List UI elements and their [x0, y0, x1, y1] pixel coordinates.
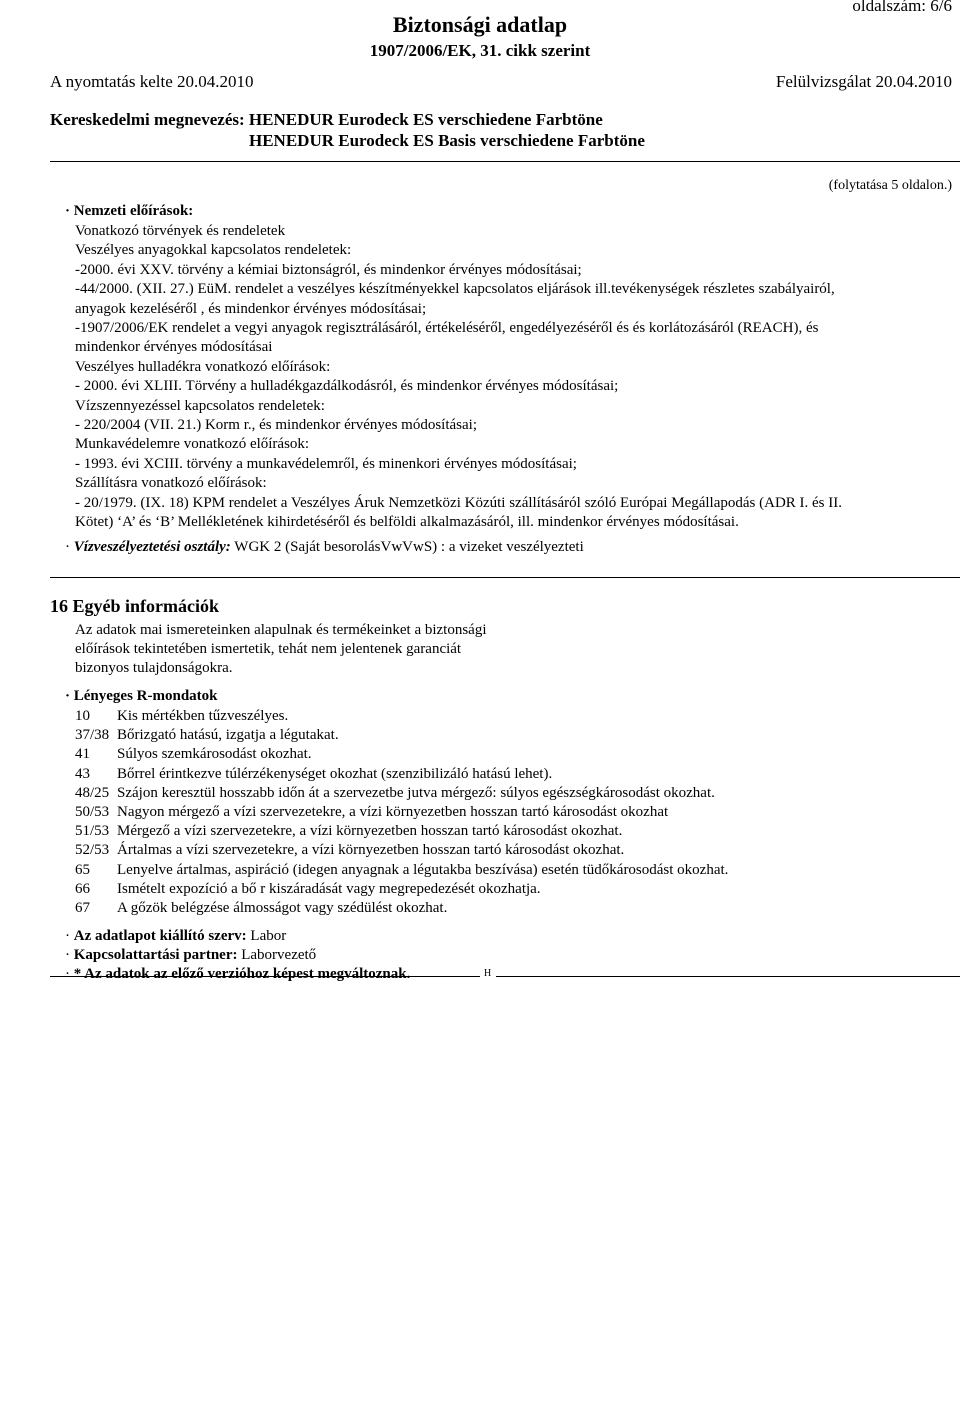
r-phrase-row — [75, 822, 622, 841]
section16-heading: 16 Egyéb információk — [50, 596, 219, 616]
national-regulation-line: - 2000. évi XLIII. Törvény a hulladékgazdálkodásról, és mindenkor érvényes módosításai; — [75, 378, 619, 395]
footer-line-right — [496, 976, 960, 977]
national-regulation-line: anyagok kezeléséről , és mindenkor érvényes módosításai; — [75, 300, 427, 317]
issuer-row: · Az adatlapot kiállító szerv: Labor — [65, 928, 287, 944]
water-hazard-row — [65, 539, 584, 556]
national-regulation-line: Munkavédelemre vonatkozó előírások: — [75, 436, 310, 453]
footer-mark: H — [484, 968, 492, 979]
changes-note: * Az adatok az előző verzióhoz képest megváltoznak. — [73, 966, 411, 982]
r-phrase-text: Bőrrel érintkezve túlérzékenységet okozhat (szenzibilizáló hatású lehet). — [117, 765, 553, 782]
national-regulation-line: -2000. évi XXV. törvény a kémiai biztonságról, és mindenkor érvényes módosításai; — [75, 261, 582, 278]
r-phrase-code: 50/53 — [75, 804, 110, 820]
trade-name-1: HENEDUR Eurodeck ES verschiedene Farbtöne — [248, 110, 603, 129]
r-phrases-heading: · Lényeges R-mondatok — [65, 688, 218, 704]
water-hazard-value: WGK 2 (Saját besorolásVwVwS) : a vizeket veszélyezteti — [234, 539, 584, 555]
r-phrase-text: Bőrizgató hatású, izgatja a légutakat. — [117, 727, 339, 744]
r-phrase-text: A gőzök belégzése álmosságot vagy szédülést okozhat. — [117, 900, 448, 916]
national-regulation-line: - 220/2004 (VII. 21.) Korm r., és mindenkor érvényes módosításai; — [75, 417, 478, 433]
r-phrase-row — [75, 803, 668, 822]
contact-row: · Kapcsolattartási partner: Laborvezető — [65, 947, 317, 963]
r-phrase-code: 43 — [75, 765, 90, 782]
national-regulation-line: Veszélyes hulladékra vonatkozó előírások: — [75, 358, 331, 375]
r-phrase-code: 67 — [75, 900, 90, 916]
r-phrase-text: Nagyon mérgező a vízi szervezetekre, a vízi környezetben hosszan tartó károsodást okozhat — [117, 804, 669, 820]
footer-line-left — [50, 976, 480, 977]
national-regulation-line: Vízszennyezéssel kapcsolatos rendeletek: — [75, 397, 325, 414]
national-regulations-heading: · Nemzeti előírások: — [65, 203, 194, 219]
r-phrase-text: Szájon keresztül hosszabb időn át a szervezetbe jutva mérgező: súlyos egészségkárosodást okozhat. — [117, 784, 715, 801]
national-regulation-line: Kötet) ‘A’ és ‘B’ Mellékletének kihirdetéséről és belföldi alkalmazásáról, ill. mindenkor érvényes módosításai. — [75, 514, 739, 530]
contact-label: Kapcsolattartási partner: — [73, 947, 238, 963]
r-phrase-code: 66 — [75, 880, 90, 897]
r-phrase-code: 52/53 — [75, 842, 110, 859]
section-divider — [50, 577, 960, 578]
r-phrase-row — [75, 707, 288, 726]
contact-value: Laborvezető — [241, 947, 317, 963]
r-phrase-text: Ártalmas a vízi szervezetekre, a vízi környezetben hosszan tartó károsodást okozhat. — [117, 842, 625, 859]
water-hazard-bullet: · — [65, 539, 74, 555]
national-regulation-line: -1907/2006/EK rendelet a vegyi anyagok regisztrálásáról, értékeléséről, engedélyezéséről és és korlátozásáról (REACH), és — [75, 320, 819, 336]
national-regulation-line: Veszélyes anyagokkal kapcsolatos rendeletek: — [75, 242, 352, 259]
r-phrase-row — [75, 745, 312, 764]
r-phrase-text: Lenyelve ártalmas, aspiráció (idegen anyagnak a légutakba beszívása) esetén tüdőkárosodást okozhat. — [117, 861, 729, 878]
r-phrase-text: Mérgező a vízi szervezetekre, a vízi környezetben hosszan tartó károsodást okozhat. — [117, 823, 623, 840]
header-divider — [50, 161, 960, 162]
print-date: A nyomtatás kelte 20.04.2010 — [50, 72, 254, 91]
r-phrase-text: Kis mértékben tűzveszélyes. — [117, 708, 289, 724]
r-phrase-code: 65 — [75, 861, 90, 878]
national-regulation-line: -44/2000. (XII. 27.) EüM. rendelet a veszélyes készítményekkel kapcsolatos eljárások ill.tevékenységek részletes szabályairól, — [75, 281, 835, 298]
r-phrase-text: Súlyos szemkárosodást okozhat. — [117, 746, 312, 763]
document-subtitle: 1907/2006/EK, 31. cikk szerint — [369, 41, 591, 60]
trade-name-label: Kereskedelmi megnevezés: — [50, 110, 245, 129]
r-phrase-code: 10 — [75, 708, 90, 724]
national-regulation-line: Szállításra vonatkozó előírások: — [75, 475, 267, 492]
r-phrase-code: 48/25 — [75, 784, 110, 801]
r-phrase-row — [75, 765, 552, 784]
national-regulation-line: mindenkor érvényes módosításai — [75, 339, 273, 356]
water-hazard-label: Vízveszélyeztetési osztály: — [73, 539, 231, 555]
section16-intro-line: bizonyos tulajdonságokra. — [75, 660, 233, 677]
trade-name-row — [50, 110, 603, 130]
r-phrase-row — [75, 899, 447, 918]
national-regulation-line: - 1993. évi XCIII. törvény a munkavédelemről, és minenkori érvényes módosításai; — [75, 455, 577, 472]
r-phrase-code: 37/38 — [75, 727, 110, 744]
r-phrase-row — [75, 880, 541, 899]
section16-intro-line: Az adatok mai ismereteinken alapulnak és termékeinket a biztonsági — [75, 622, 487, 638]
issuer-value: Labor — [250, 928, 287, 944]
continuation-note: (folytatása 5 oldalon.) — [828, 178, 952, 193]
national-regulation-line: - 20/1979. (IX. 18) KPM rendelet a Veszélyes Áruk Nemzetközi Közúti szállításáról szóló Európai Megállapodás (ADR I. és II. — [75, 494, 843, 511]
r-phrase-row — [75, 841, 624, 860]
document-title: Biztonsági adatlap — [392, 12, 568, 37]
r-phrase-code: 41 — [75, 746, 90, 763]
r-phrase-row — [75, 861, 728, 880]
r-phrase-row — [75, 784, 715, 803]
r-phrase-text: Ismételt expozíció a bő r kiszáradását vagy megrepedezését okozhatja. — [117, 880, 541, 897]
revision-date: Felülvizsgálat 20.04.2010 — [775, 72, 952, 91]
r-phrase-row — [75, 726, 339, 745]
page-number: oldalszám: 6/6 — [852, 0, 952, 15]
trade-name-2: HENEDUR Eurodeck ES Basis verschiedene Farbtöne — [249, 131, 645, 150]
issuer-label: Az adatlapot kiállító szerv: — [73, 928, 247, 944]
changes-row: · * Az adatok az előző verzióhoz képest megváltoznak. — [65, 966, 411, 982]
national-regulation-line: Vonatkozó törvények és rendeletek — [75, 223, 286, 239]
section16-intro-line: előírások tekintetében ismertetik, tehát nem jelentenek garanciát — [75, 641, 462, 658]
r-phrase-code: 51/53 — [75, 823, 110, 840]
